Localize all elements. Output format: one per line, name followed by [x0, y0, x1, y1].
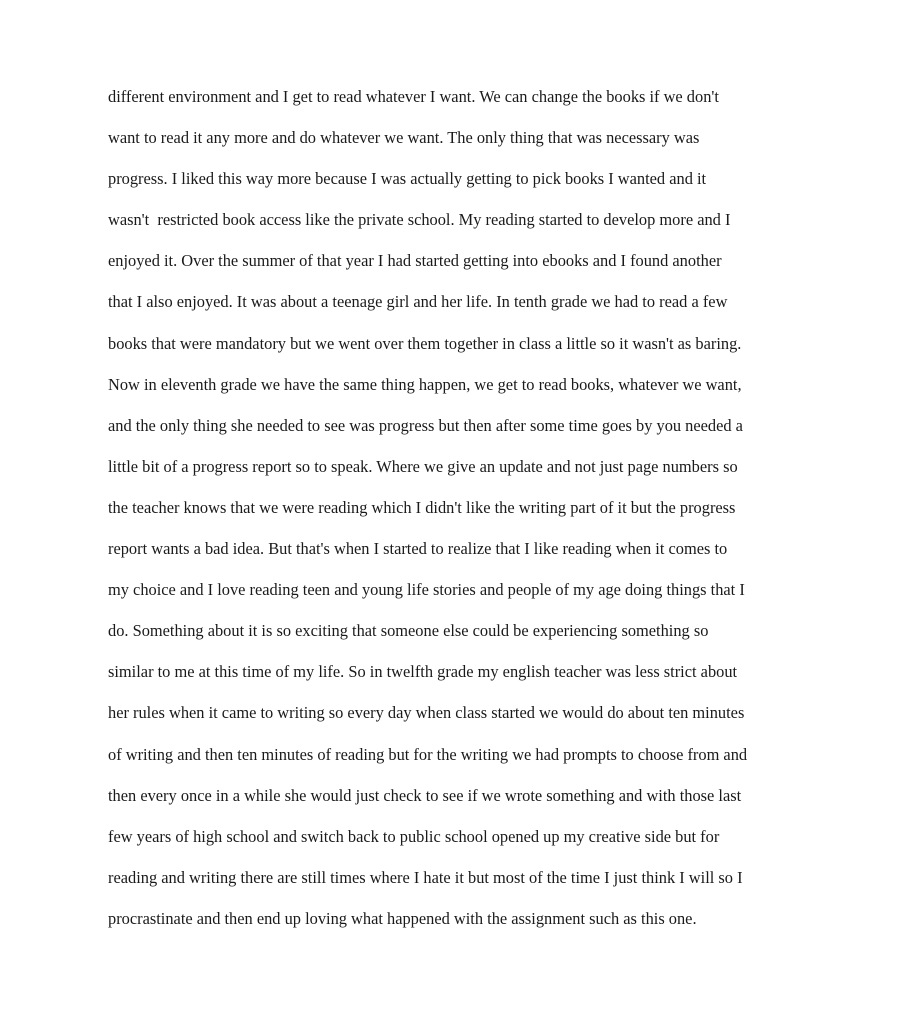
text-line: books that were mandatory but we went over them together in class a little so it wasn't as baring. — [108, 333, 742, 353]
text-line: enjoyed it. Over the summer of that year I had started getting into ebooks and I found another — [108, 251, 722, 271]
text-line: Now in eleventh grade we have the same thing happen, we get to read books, whatever we want, — [108, 374, 742, 394]
text-line: few years of high school and switch back to public school opened up my creative side but for — [108, 826, 720, 846]
text-line: reading and writing there are still times where I hate it but most of the time I just think I will so I — [108, 867, 743, 887]
text-line: of writing and then ten minutes of reading but for the writing we had prompts to choose from and — [108, 744, 748, 764]
text-line: the teacher knows that we were reading which I didn't like the writing part of it but the progress — [108, 497, 736, 517]
text-line: then every once in a while she would just check to see if we wrote something and with those last — [108, 785, 742, 805]
text-line: report wants a bad idea. But that's when I started to realize that I like reading when it comes to — [108, 539, 728, 559]
text-line: little bit of a progress report so to speak. Where we give an update and not just page numbers so — [108, 456, 738, 476]
text-line: procrastinate and then end up loving what happened with the assignment such as this one. — [108, 908, 697, 928]
text-line: wasn't restricted book access like the private school. My reading started to develop more and I — [108, 210, 731, 230]
text-line: different environment and I get to read whatever I want. We can change the books if we don't — [108, 87, 719, 106]
text-line: progress. I liked this way more because I was actually getting to pick books I wanted and it — [108, 169, 707, 189]
text-line: want to read it any more and do whatever we want. The only thing that was necessary was — [108, 128, 700, 148]
text-line: similar to me at this time of my life. So in twelfth grade my english teacher was less strict about — [108, 662, 738, 682]
text-line: do. Something about it is so exciting that someone else could be experiencing something so — [108, 621, 709, 641]
text-line: her rules when it came to writing so every day when class started we would do about ten minutes — [108, 703, 745, 723]
essay-paragraph — [108, 84, 828, 947]
text-line: and the only thing she needed to see was progress but then after some time goes by you needed a — [108, 415, 743, 435]
text-line: my choice and I love reading teen and young life stories and people of my age doing things that I — [108, 580, 745, 600]
text-line: that I also enjoyed. It was about a teenage girl and her life. In tenth grade we had to read a few — [108, 292, 728, 312]
